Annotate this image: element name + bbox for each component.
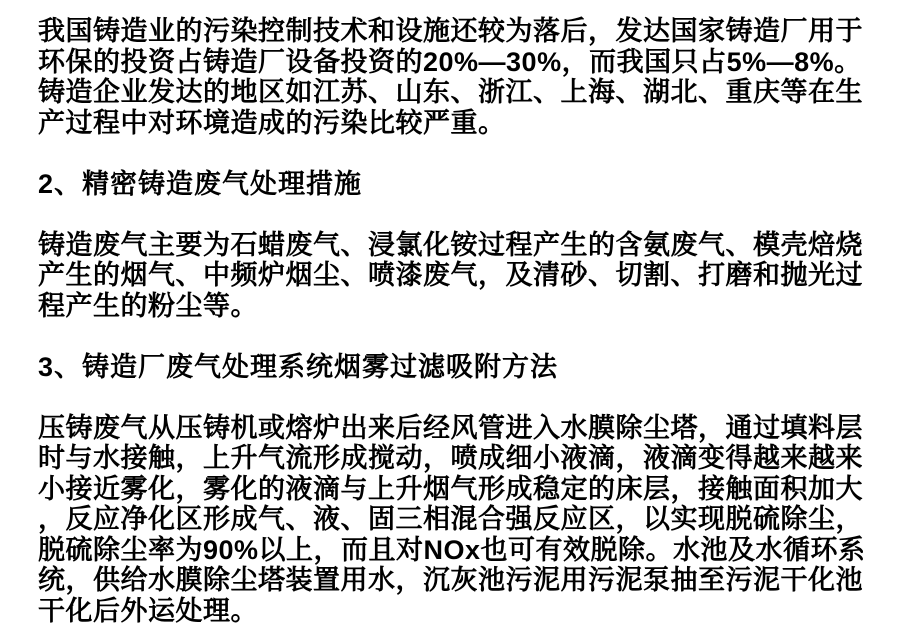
text-line: 小接近雾化，雾化的液滴与上升烟气形成稳定的床层，接触面积加大 [38, 473, 863, 504]
text-line: 程产生的粉尘等。 [38, 290, 258, 321]
heading-text: 3、铸造厂废气处理系统烟雾过滤吸附方法 [38, 351, 559, 382]
text-line: 脱硫除尘率为90%以上，而且对NOx也可有效脱除。水池及水循环系 [38, 534, 866, 565]
text-line: 压铸废气从压铸机或熔炉出来后经风管进入水膜除尘塔，通过填料层 [38, 412, 863, 443]
section-3-paragraph [38, 413, 884, 627]
text-line: 统，供给水膜除尘塔装置用水，沉灰池污泥用污泥泵抽至污泥干化池 [38, 565, 863, 595]
text-line: 干化后外运处理。 [38, 595, 258, 626]
text-line: 铸造企业发达的地区如江苏、山东、浙江、上海、湖北、重庆等在生 [38, 77, 863, 107]
intro-paragraph [38, 16, 884, 138]
text-line: 时与水接触，上升气流形成搅动，喷成细小液滴，液滴变得越来越来 [38, 443, 863, 473]
text-line: 产生的烟气、中频炉烟尘、喷漆废气，及清砂、切割、打磨和抛光过 [38, 260, 863, 290]
text-line: 铸造废气主要为石蜡废气、浸氯化铵过程产生的含氨废气、模壳焙烧 [38, 229, 863, 260]
text-line: 环保的投资占铸造厂设备投资的20%—30%，而我国只占5%—8%。 [38, 46, 862, 77]
section-2-heading [38, 169, 884, 200]
section-2-paragraph [38, 230, 884, 322]
heading-text: 2、精密铸造废气处理措施 [38, 168, 363, 199]
text-line: ，反应净化区形成气、液、固三相混合强反应区，以实现脱硫除尘， [38, 504, 863, 534]
text-line: 我国铸造业的污染控制技术和设施还较为落后，发达国家铸造厂用于 [38, 16, 863, 46]
text-line: 产过程中对环境造成的污染比较严重。 [38, 107, 506, 138]
section-3-heading [38, 352, 884, 383]
